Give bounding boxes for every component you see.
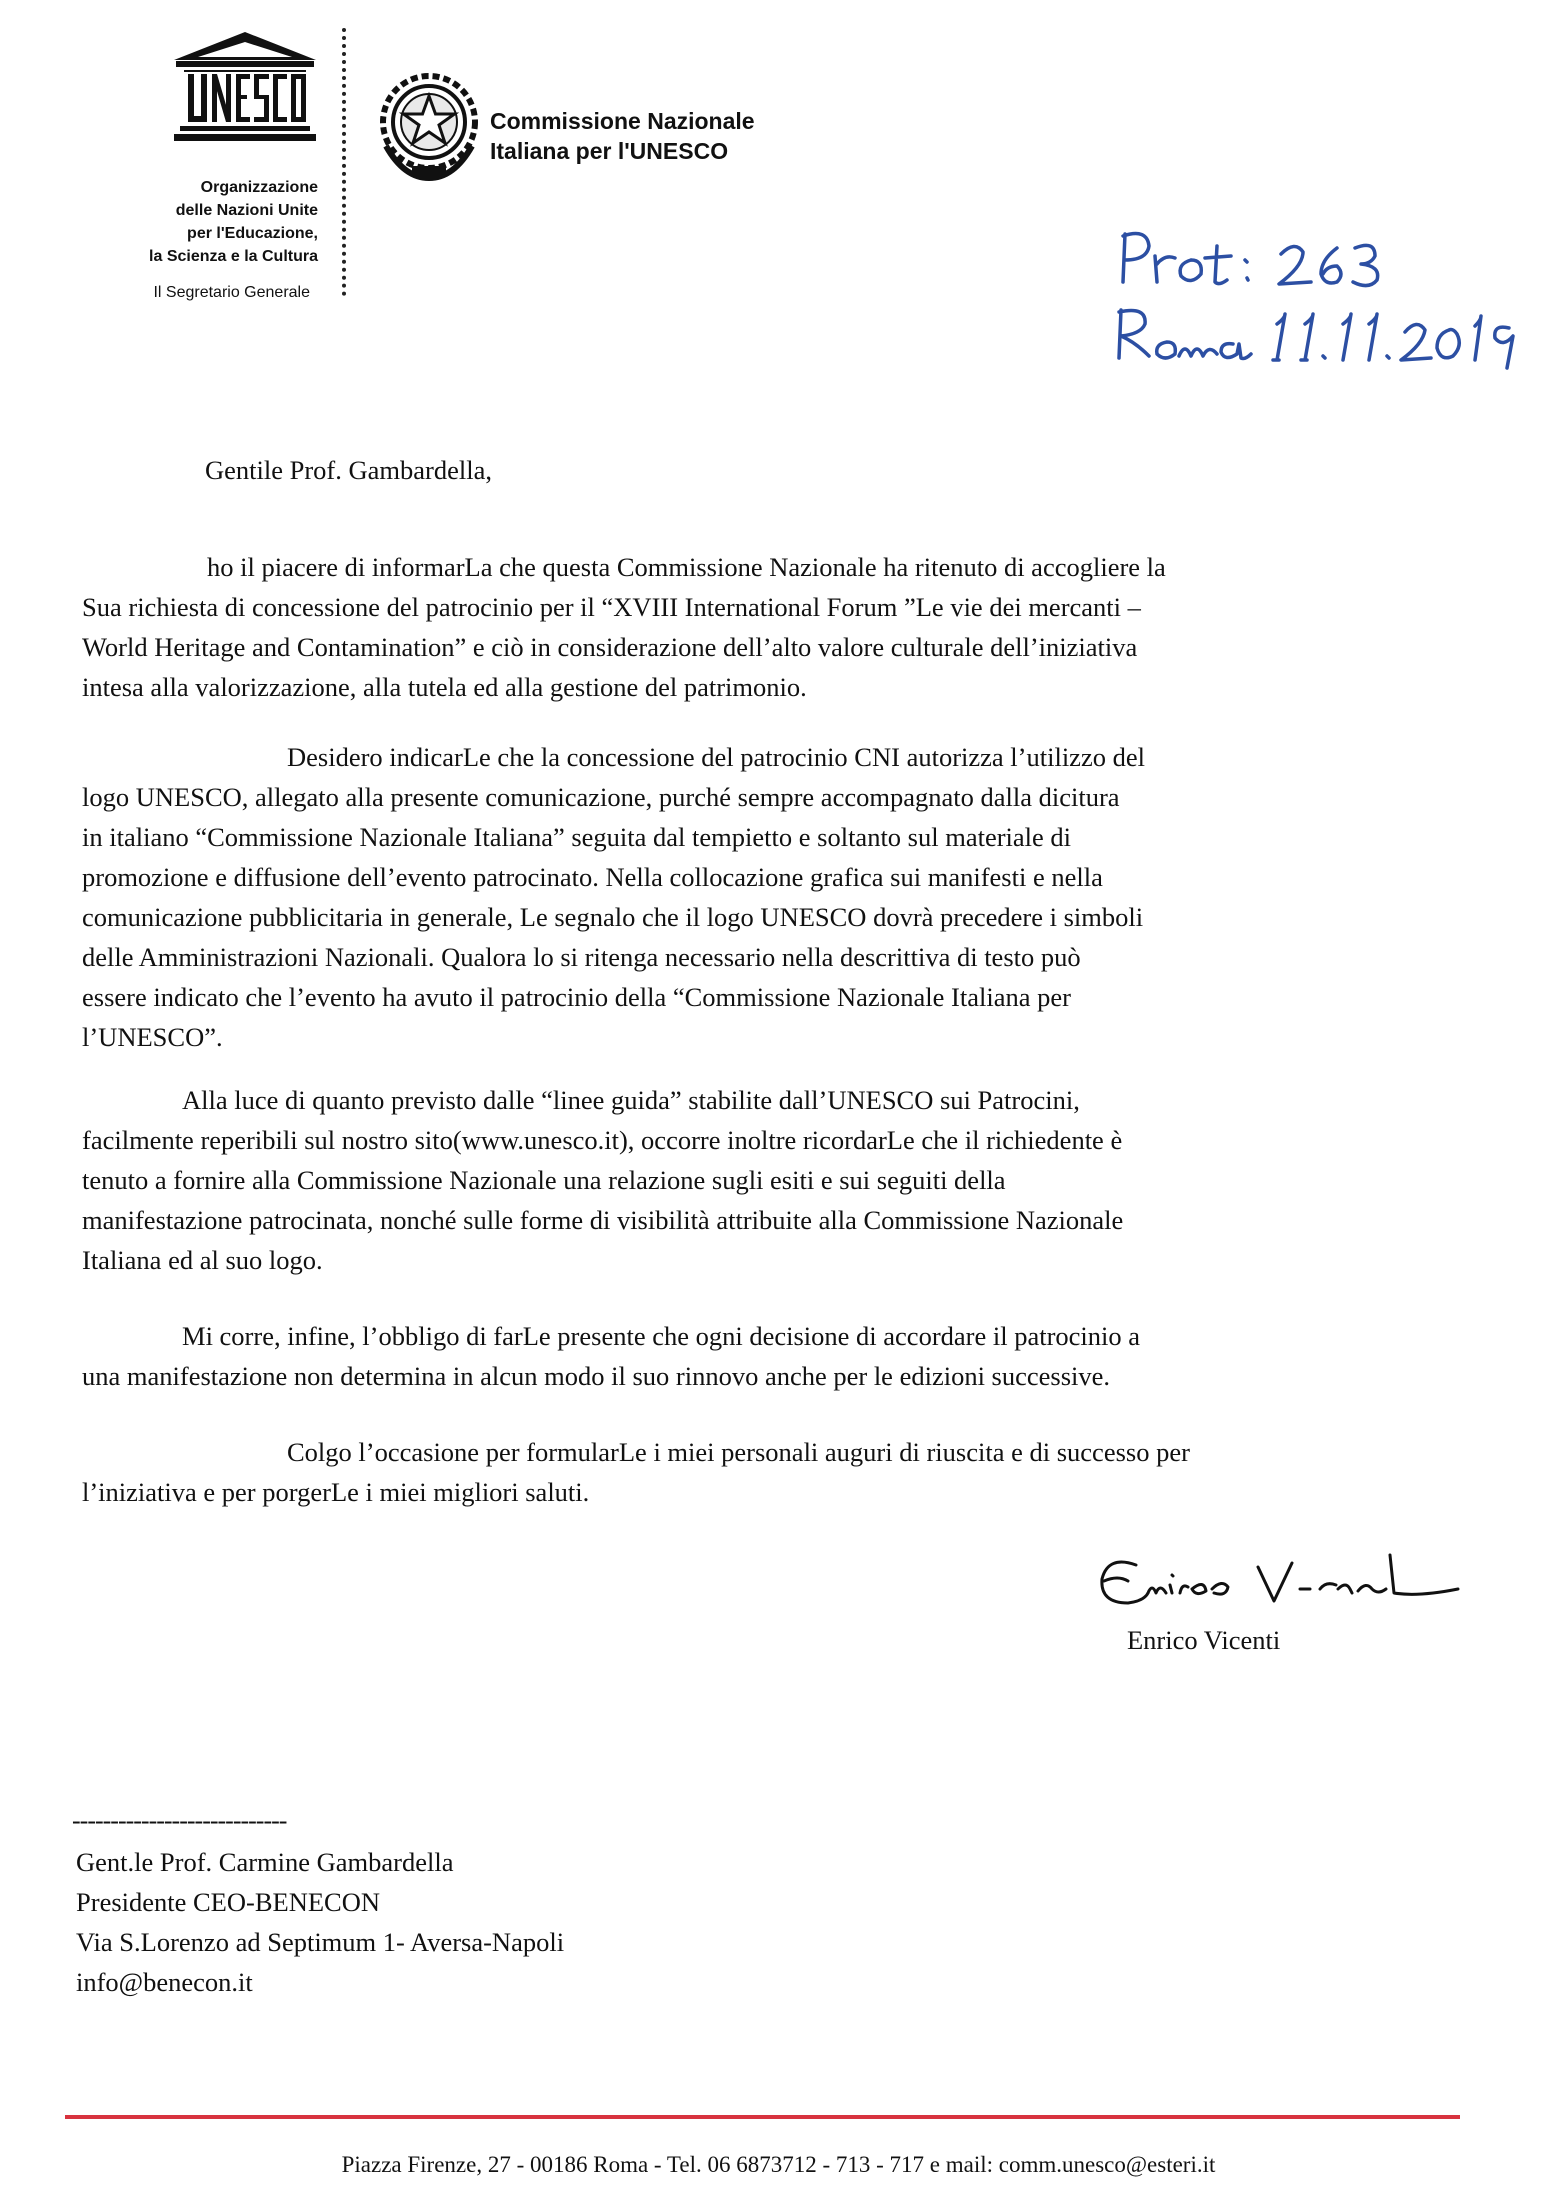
letter-line: Colgo l’occasione per formularLe i miei personali auguri di riuscita e di successo per <box>287 1437 1190 1467</box>
recipient-line: Gent.le Prof. Carmine Gambardella <box>76 1847 454 1877</box>
letter-line: facilmente reperibili sul nostro sito(www.unesco.it), occorre inoltre ricordarLe che il richiedente è <box>82 1125 1123 1155</box>
commission-title-line: Commissione Nazionale <box>490 108 755 134</box>
letter-line: comunicazione pubblicitaria in generale, Le segnalo che il logo UNESCO dovrà precedere i simboli <box>82 902 1144 932</box>
unesco-name-line: delle Nazioni Unite <box>175 202 318 219</box>
unesco-organization-name <box>60 176 318 268</box>
recipient-block <box>76 1842 564 2002</box>
letter-line: in italiano “Commissione Nazionale Italiana” seguita dal tempietto e soltanto sul materiale di <box>82 822 1072 852</box>
salutation: Gentile Prof. Gambardella, <box>205 455 492 485</box>
unesco-name-line: Organizzazione <box>200 179 318 196</box>
italian-republic-emblem-icon <box>374 66 484 184</box>
commission-title-line: Italiana per l'UNESCO <box>490 138 729 164</box>
signer-name: Enrico Vicenti <box>1127 1625 1281 1655</box>
unesco-name-line: la Scienza e la Cultura <box>149 248 318 265</box>
letter-line: delle Amministrazioni Nazionali. Qualora lo si ritenga necessario nella descrittiva di testo può <box>82 942 1081 972</box>
handwritten-signature <box>1088 1545 1488 1625</box>
letter-line: logo UNESCO, allegato alla presente comunicazione, purché sempre accompagnato dalla dicitura <box>82 782 1120 812</box>
letter-line: Alla luce di quanto previsto dalle “linee guida” stabilite dall’UNESCO sui Patrocini, <box>182 1085 1080 1115</box>
letter-line: l’iniziativa e per porgerLe i miei migliori saluti. <box>82 1477 590 1507</box>
unesco-name-line: per l'Educazione, <box>187 225 318 242</box>
letter-paragraph <box>82 1316 1445 1396</box>
secretary-general-label: Il Segretario Generale <box>153 284 310 301</box>
letter-line: promozione e diffusione dell’evento patrocinato. Nella collocazione grafica sui manifesti e nella <box>82 862 1103 892</box>
footer-rule <box>65 2115 1460 2119</box>
letter-line: Mi corre, infine, l’obbligo di farLe presente che ogni decisione di accordare il patrocinio a <box>182 1321 1141 1351</box>
letter-line: Italiana ed al suo logo. <box>82 1245 323 1275</box>
letter-paragraph <box>82 1080 1445 1280</box>
header-divider <box>342 28 346 296</box>
handwritten-protocol-note <box>1105 220 1525 370</box>
letter-paragraph <box>82 547 1445 707</box>
letter-paragraph <box>82 737 1445 1057</box>
letter-line: essere indicato che l’evento ha avuto il patrocinio della “Commissione Nazionale Italiana per <box>82 982 1071 1012</box>
letter-line: Desidero indicarLe che la concessione del patrocinio CNI autorizza l’utilizzo del <box>287 742 1145 772</box>
letter-line: tenuto a fornire alla Commissione Nazionale una relazione sugli esiti e sui seguiti della <box>82 1165 1006 1195</box>
recipient-line: Via S.Lorenzo ad Septimum 1- Aversa-Napoli <box>76 1927 565 1957</box>
letter-line: World Heritage and Contamination” e ciò in considerazione dell’alto valore culturale dell’iniziativa <box>82 632 1138 662</box>
letter-line: l’UNESCO”. <box>82 1022 223 1052</box>
letter-line: intesa alla valorizzazione, alla tutela ed alla gestione del patrimonio. <box>82 672 807 702</box>
unesco-logo <box>170 30 320 148</box>
letter-line: ho il piacere di informarLa che questa Commissione Nazionale ha ritenuto di accogliere la <box>207 552 1166 582</box>
separator-line: ---------------------------- <box>72 1806 287 1835</box>
letter-line: Sua richiesta di concessione del patrocinio per il “XVIII International Forum ”Le vie dei mercanti – <box>82 592 1141 622</box>
letter-line: manifestazione patrocinata, nonché sulle forme di visibilità attribuite alla Commissione Nazionale <box>82 1205 1124 1235</box>
letter-line: una manifestazione non determina in alcun modo il suo rinnovo anche per le edizioni successive. <box>82 1361 1111 1391</box>
recipient-email: info@benecon.it <box>76 1967 253 1997</box>
footer-address: Piazza Firenze, 27 - 00186 Roma - Tel. 06 6873712 - 713 - 717 e mail: comm.unesco@esteri.it <box>341 2152 1216 2177</box>
recipient-line: Presidente CEO-BENECON <box>76 1887 380 1917</box>
letter-paragraph <box>82 1432 1445 1512</box>
commission-title <box>490 106 755 166</box>
